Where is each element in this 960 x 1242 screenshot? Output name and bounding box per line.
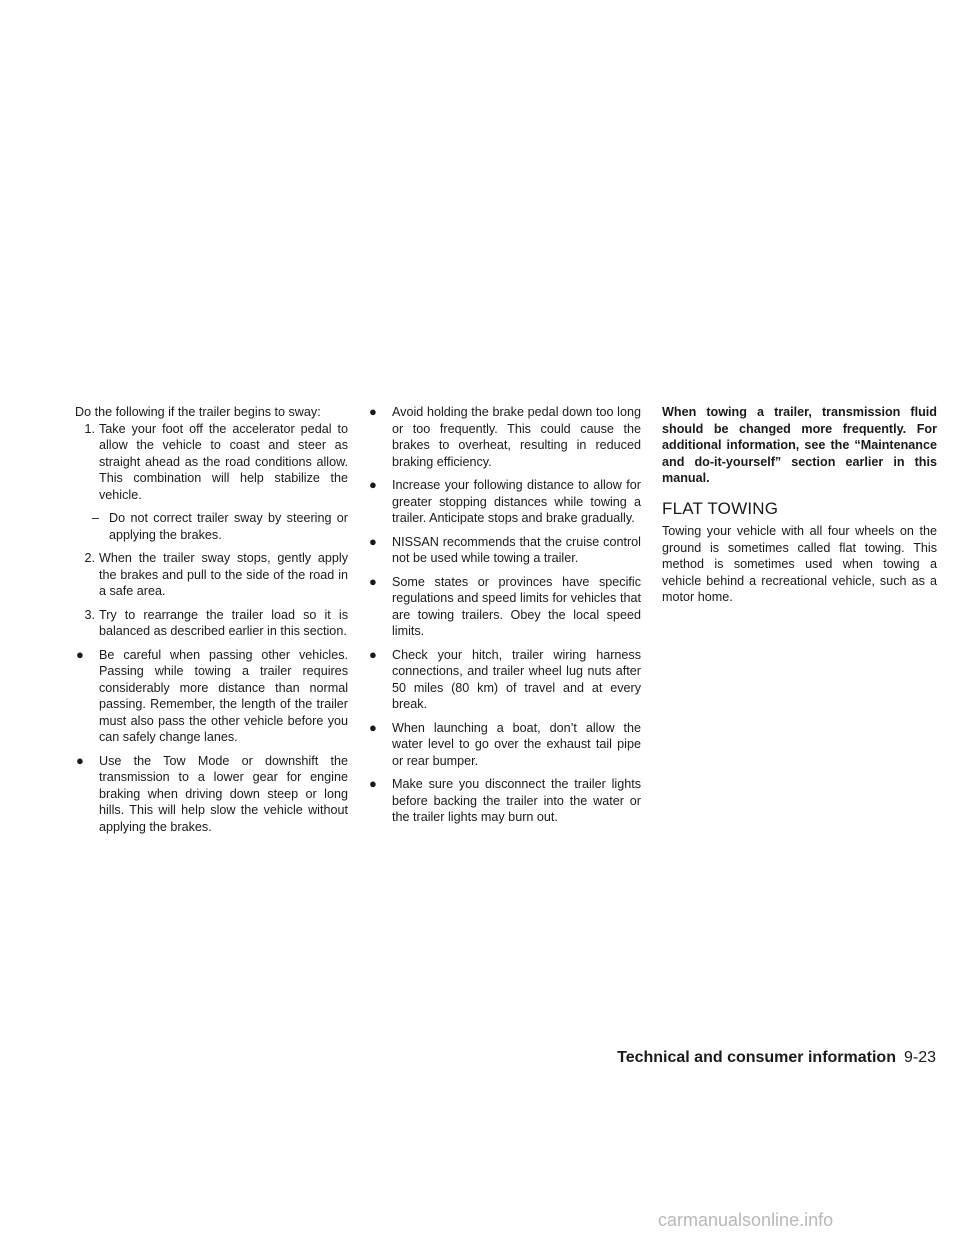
bullet-icon: ● bbox=[369, 404, 377, 419]
footer-section-title: Technical and consumer information bbox=[617, 1049, 896, 1066]
bullet-text: Check your hitch, trailer wiring harness connections, and trailer wheel lug nuts after 50 miles (80 km) of travel and at every break. bbox=[392, 647, 641, 711]
page-number: 9-23 bbox=[903, 1049, 936, 1066]
bullet-text: Be careful when passing other vehicles. Passing while towing a trailer requires considerably more distance than normal passing. Remember, the length of the trailer must also pass the other vehicle before you can safely change lanes. bbox=[99, 647, 348, 744]
bullet-item bbox=[368, 404, 641, 470]
flat-towing-paragraph: Towing your vehicle with all four wheels on the ground is sometimes called flat towing. This method is sometimes used when towing a vehicle behind a recreational vehicle, such as a motor home. bbox=[662, 524, 937, 604]
bullet-icon: ● bbox=[369, 477, 377, 492]
bullet-icon: ● bbox=[369, 646, 377, 662]
bullet-item bbox=[368, 574, 641, 640]
bullet-text: When launching a boat, don’t allow the water level to go over the exhaust tail pipe or rear bumper. bbox=[392, 720, 641, 768]
bullet-item bbox=[75, 753, 348, 836]
bullet-text: Use the Tow Mode or downshift the transmission to a lower gear for engine braking when driving down steep or long hills. This will help slow the vehicle without applying the brakes. bbox=[99, 753, 348, 834]
step-text: Try to rearrange the trailer load so it is balanced as described earlier in this section. bbox=[99, 607, 348, 638]
bullet-item bbox=[368, 534, 641, 567]
column-3 bbox=[662, 404, 937, 606]
bullet-item bbox=[368, 776, 641, 826]
bullet-text: Increase your following distance to allow for greater stopping distances while towing a trailer. Anticipate stops and brake gradually. bbox=[392, 478, 641, 525]
bullet-icon: ● bbox=[76, 752, 84, 768]
bullet-icon: ● bbox=[369, 719, 377, 735]
page-footer bbox=[617, 1049, 936, 1067]
dash-mark: – bbox=[92, 511, 100, 525]
column-1 bbox=[75, 404, 348, 842]
sway-intro: Do the following if the trailer begins to sway: bbox=[75, 405, 321, 419]
step-number: 1. bbox=[84, 421, 95, 436]
bullet-item bbox=[368, 647, 641, 713]
step-3 bbox=[75, 607, 348, 640]
bullet-icon: ● bbox=[76, 646, 84, 662]
bullet-text: NISSAN recommends that the cruise control not be used while towing a trailer. bbox=[392, 534, 641, 565]
sub-note-text: Do not correct trailer sway by steering or applying the brakes. bbox=[109, 511, 348, 542]
bullet-text: Make sure you disconnect the trailer lights before backing the trailer into the water or the trailer lights may burn out. bbox=[392, 777, 641, 824]
step-1 bbox=[75, 421, 348, 504]
bullet-item bbox=[368, 720, 641, 770]
bullet-text: Some states or provinces have specific regulations and speed limits for vehicles that are towing trailers. Obey the local speed limits. bbox=[392, 574, 641, 638]
bullet-item bbox=[368, 477, 641, 527]
step-number: 3. bbox=[84, 607, 95, 622]
bullet-text: Avoid holding the brake pedal down too long or too frequently. This could cause the brakes to overheat, resulting in reduced braking efficiency. bbox=[392, 405, 641, 469]
bullet-icon: ● bbox=[369, 533, 377, 549]
bullet-item bbox=[75, 647, 348, 746]
step-text: When the trailer sway stops, gently apply the brakes and pull to the side of the road in a safe area. bbox=[99, 551, 348, 598]
watermark: carmanualsonline.info bbox=[658, 1210, 834, 1230]
section-heading: FLAT TOWING bbox=[662, 498, 779, 518]
bullet-icon: ● bbox=[369, 776, 377, 791]
step-number: 2. bbox=[84, 551, 95, 565]
step-text: Take your foot off the accelerator pedal to allow the vehicle to coast and steer as straight ahead as the road conditions allow. This combination will help stabilize the vehicle. bbox=[99, 421, 348, 502]
bullet-icon: ● bbox=[369, 573, 377, 589]
sub-note bbox=[75, 510, 348, 543]
column-2 bbox=[368, 404, 641, 833]
transmission-fluid-note: When towing a trailer, transmission fluid should be changed more frequently. For additional information, see the “Maintenance and do-it-yourself” section earlier in this manual. bbox=[662, 405, 937, 485]
step-2 bbox=[75, 550, 348, 600]
